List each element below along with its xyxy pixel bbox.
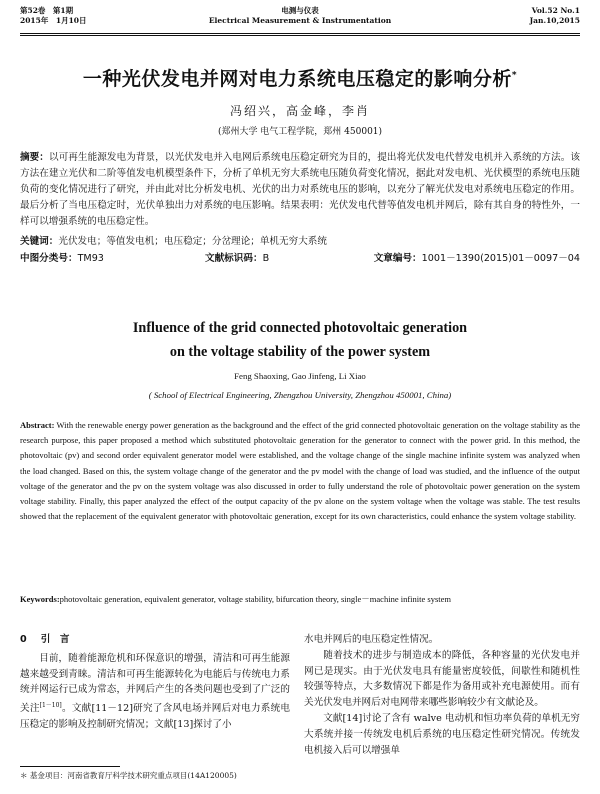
article-number	[374, 250, 580, 264]
citation-ref: [1－10]	[39, 702, 62, 710]
abstract-cn	[20, 150, 580, 230]
affiliation-en: ( School of Electrical Engineering, Zhengzhou University, Zhengzhou 450001, China)	[148, 390, 452, 400]
class-number	[20, 250, 104, 264]
body-column-left	[20, 632, 290, 733]
article-value: 1001－1390(2015)01－0097－04	[421, 253, 580, 264]
header-vol-no: Vol.52 No.1	[531, 6, 580, 15]
title-cn-text: 一种光伏发电并网对电力系统电压稳定的影响分析	[82, 68, 512, 90]
abstract-cn-label: 摘要：	[20, 152, 49, 163]
body-paragraph-continued: 水电并网后的电压稳定性情况。	[304, 634, 439, 645]
keywords-en-text: photovoltaic generation, equivalent generator, voltage stability, bifurcation theory, single－machine infinite system	[59, 594, 452, 604]
section-title: 引 言	[40, 634, 70, 645]
abstract-en-text: With the renewable energy power generation as the background and the effect of the grid connected photovoltaic generation on the voltage stability as the research purpose, this paper proposed a method which substituted photovoltaic generation for the generator to connect with the power grid. In this method, the photovoltaic (pv) and second order equivalent generator model were established, and the voltage change of the single machine infinite system was analyzed when the load changed. Based on this, the system voltage change of the generator and the pv model with the change of load was studied, and the influence of the output voltage of the generator and the pv on the system voltage was also discussed in order to fully understand the role of photovoltaic power generation on the system voltage stability. Finally, this paper analyzed the effect of the output capacity of the pv alone on the system voltage when the voltage was stable. The test results showed that the replacement of the equivalent generator with photovoltaic generation, except for its own characteristics, could enhance the system voltage stability.	[20, 420, 580, 522]
keywords-en	[20, 592, 580, 607]
doc-value: B	[262, 253, 270, 264]
header-volume-en	[530, 6, 580, 26]
authors-en: Feng Shaoxing, Gao Jinfeng, Li Xiao	[234, 371, 366, 381]
footnote: ＊ 基金项目：河南省教育厅科学技术研究重点项目(14A120005)	[20, 771, 237, 780]
abstract-en-label: Abstract:	[20, 420, 55, 430]
section-heading	[20, 632, 290, 648]
keywords-cn	[20, 234, 580, 250]
affiliation-cn: (郑州大学 电气工程学院，郑州 450001)	[217, 127, 383, 137]
body-column-right	[304, 632, 580, 758]
keywords-cn-label: 关键词：	[20, 236, 59, 247]
header-rule-bottom	[20, 35, 580, 36]
authors-cn: 冯绍兴，高金峰，李肖	[229, 104, 370, 118]
body-text-tail: 。文献[11－12]研究了含风电场并网后对电力系统电压稳定的影响及控制研究情况；文献[13]探讨了小	[20, 703, 291, 731]
header-date-cn: 2015年 1月10日	[20, 16, 87, 25]
title-en	[20, 316, 580, 364]
running-header	[20, 6, 580, 36]
keywords-en-label: Keywords:	[20, 594, 60, 604]
abstract-cn-text: 以可再生能源发电为背景，以光伏发电并入电网后系统电压稳定研究为目的，提出将光伏发电代替发电机并入系统的方法。该方法在建立光伏和二阶等值发电机模型条件下，分析了单机无穷大系统电压随负荷变化情况，据此对发电机、光伏模型的系统电压随负荷的变化情况进行了研究，并由此对比分析发电机、光伏的出力对系统电压的影响，以充分了解光伏发电对系统电压稳定的作用。最后分析了当电压稳定时，光伏单独出力对系统的电压影响。结果表明：光伏发电代替等值发电机并网后，除有其自身的特性外，一样可以增强系统的电压稳定性。	[20, 152, 580, 227]
class-label: 中图分类号：	[20, 253, 78, 264]
keywords-cn-text: 光伏发电；等值发电机；电压稳定；分岔理论；单机无穷大系统	[58, 236, 327, 247]
header-volume-issue: 第52卷 第1期	[20, 6, 74, 15]
body-paragraph: 文献[14]讨论了含有 walve 电动机和恒功率负荷的单机无穷大系统并接一传统发电机后系统的电压稳定性研究情况。传统发电机接入后可以增强单	[304, 712, 580, 756]
doc-label: 文献标识码：	[205, 253, 263, 264]
abstract-en	[20, 418, 580, 524]
title-footnote-mark: *	[511, 70, 518, 81]
section-number: 0	[20, 634, 27, 645]
doc-code	[205, 250, 269, 264]
header-date-en: Jan.10,2015	[529, 16, 580, 25]
title-cn	[20, 64, 580, 91]
class-value: TM93	[77, 253, 104, 264]
title-en-line1: Influence of the grid connected photovoltaic generation	[132, 320, 468, 336]
header-journal	[20, 6, 580, 26]
body-paragraph: 随着技术的进步与制造成本的降低，各种容量的光伏发电并网已是现实。由于光伏发电具有能量密度较低，间歇性和随机性较强等特点，大多数情况下都是作为备用或补充电源使用。而有关光伏发电并网后对电网带来哪些影响较少有文献论及。	[304, 649, 580, 709]
classification-line	[20, 250, 580, 266]
footnote-rule	[20, 766, 120, 767]
title-en-line2: on the voltage stability of the power system	[169, 344, 431, 360]
body-paragraph	[20, 651, 290, 733]
body-text: 目前，随着能源危机和环保意识的增强，清洁和可再生能源越来越受到青睐。清洁和可再生能源转化为电能后与传统电力系统并网运行已成为常态，并网后产生的各类问题也受到了广泛的关注	[20, 652, 290, 715]
article-label: 文章编号：	[373, 253, 422, 264]
header-rule-top	[20, 33, 580, 34]
header-journal-en: Electrical Measurement & Instrumentation	[208, 16, 392, 25]
header-journal-cn: 电测与仪表	[281, 6, 319, 15]
